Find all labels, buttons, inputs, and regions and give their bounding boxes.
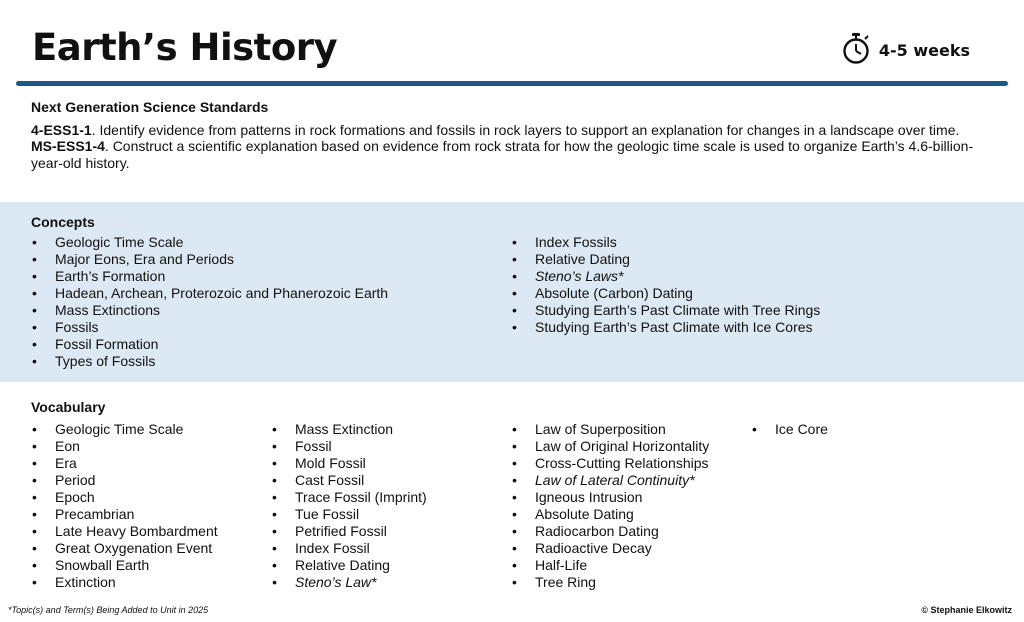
- header-divider: [16, 81, 1008, 86]
- list-item: • Fossil Formation: [32, 336, 388, 353]
- stopwatch-icon: [841, 32, 871, 69]
- list-item: • Hadean, Archean, Proterozoic and Phanerozoic Earth: [32, 285, 388, 302]
- vocabulary-list-1: [32, 421, 218, 591]
- vocabulary-heading: Vocabulary: [31, 399, 106, 415]
- standard-item: [31, 122, 996, 139]
- list-item: • Igneous Intrusion: [512, 489, 709, 506]
- list-item: • Mass Extinctions: [32, 302, 388, 319]
- list-item: • Absolute Dating: [512, 506, 709, 523]
- list-item: • Ice Core: [752, 421, 828, 438]
- list-item: • Major Eons, Era and Periods: [32, 251, 388, 268]
- list-item: • Mold Fossil: [272, 455, 427, 472]
- list-item: • Era: [32, 455, 218, 472]
- list-item: • Mass Extinction: [272, 421, 427, 438]
- list-item: • Snowball Earth: [32, 557, 218, 574]
- standard-text: . Identify evidence from patterns in rock formations and fossils in rock layers to support an explanation for changes in a landscape over time.: [91, 121, 960, 138]
- vocabulary-list-4: [752, 421, 828, 438]
- list-item: • Late Heavy Bombardment: [32, 523, 218, 540]
- list-item: • Eon: [32, 438, 218, 455]
- list-item: • Geologic Time Scale: [32, 234, 388, 251]
- list-item: • Great Oxygenation Event: [32, 540, 218, 557]
- list-item: • Precambrian: [32, 506, 218, 523]
- concepts-section: [0, 202, 1024, 382]
- list-item: • Steno’s Laws*: [512, 268, 820, 285]
- list-item: • Index Fossils: [512, 234, 820, 251]
- list-item: • Tue Fossil: [272, 506, 427, 523]
- concepts-list-right: [512, 234, 820, 336]
- list-item: • Cast Fossil: [272, 472, 427, 489]
- concepts-list-left: [32, 234, 388, 370]
- list-item: • Index Fossil: [272, 540, 427, 557]
- list-item: • Trace Fossil (Imprint): [272, 489, 427, 506]
- list-item: • Half-Life: [512, 557, 709, 574]
- list-item: • Absolute (Carbon) Dating: [512, 285, 820, 302]
- list-item: • Steno’s Law*: [272, 574, 427, 591]
- vocabulary-list-2: [272, 421, 427, 591]
- list-item: • Geologic Time Scale: [32, 421, 218, 438]
- standard-item: [31, 138, 996, 171]
- list-item: • Cross-Cutting Relationships: [512, 455, 709, 472]
- list-item: • Earth’s Formation: [32, 268, 388, 285]
- list-item: • Petrified Fossil: [272, 523, 427, 540]
- list-item: • Relative Dating: [512, 251, 820, 268]
- vocabulary-list-3: [512, 421, 709, 591]
- list-item: • Law of Lateral Continuity*: [512, 472, 709, 489]
- list-item: • Law of Original Horizontality: [512, 438, 709, 455]
- standard-code: 4-ESS1-1: [31, 121, 92, 138]
- duration-text: 4-5 weeks: [878, 41, 970, 60]
- duration: [841, 32, 970, 69]
- list-item: • Radiocarbon Dating: [512, 523, 709, 540]
- list-item: • Types of Fossils: [32, 353, 388, 370]
- standards-section: [31, 99, 996, 171]
- list-item: • Relative Dating: [272, 557, 427, 574]
- footnote: *Topic(s) and Term(s) Being Added to Unit in 2025: [8, 605, 209, 615]
- list-item: • Tree Ring: [512, 574, 709, 591]
- list-item: • Period: [32, 472, 218, 489]
- standard-code: MS-ESS1-4: [31, 138, 105, 154]
- list-item: • Studying Earth’s Past Climate with Tree Rings: [512, 302, 820, 319]
- concepts-heading: Concepts: [31, 214, 95, 230]
- list-item: • Extinction: [32, 574, 218, 591]
- page-title: Earth’s History: [32, 26, 338, 69]
- standards-heading: Next Generation Science Standards: [31, 99, 269, 115]
- copyright-credit: © Stephanie Elkowitz: [921, 605, 1012, 615]
- list-item: • Law of Superposition: [512, 421, 709, 438]
- list-item: • Epoch: [32, 489, 218, 506]
- list-item: • Studying Earth’s Past Climate with Ice Cores: [512, 319, 820, 336]
- list-item: • Fossil: [272, 438, 427, 455]
- list-item: • Radioactive Decay: [512, 540, 709, 557]
- standard-text: . Construct a scientific explanation based on evidence from rock strata for how the geologic time scale is used to organize Earth’s 4.6-billion-year-old history.: [31, 138, 974, 171]
- list-item: • Fossils: [32, 319, 388, 336]
